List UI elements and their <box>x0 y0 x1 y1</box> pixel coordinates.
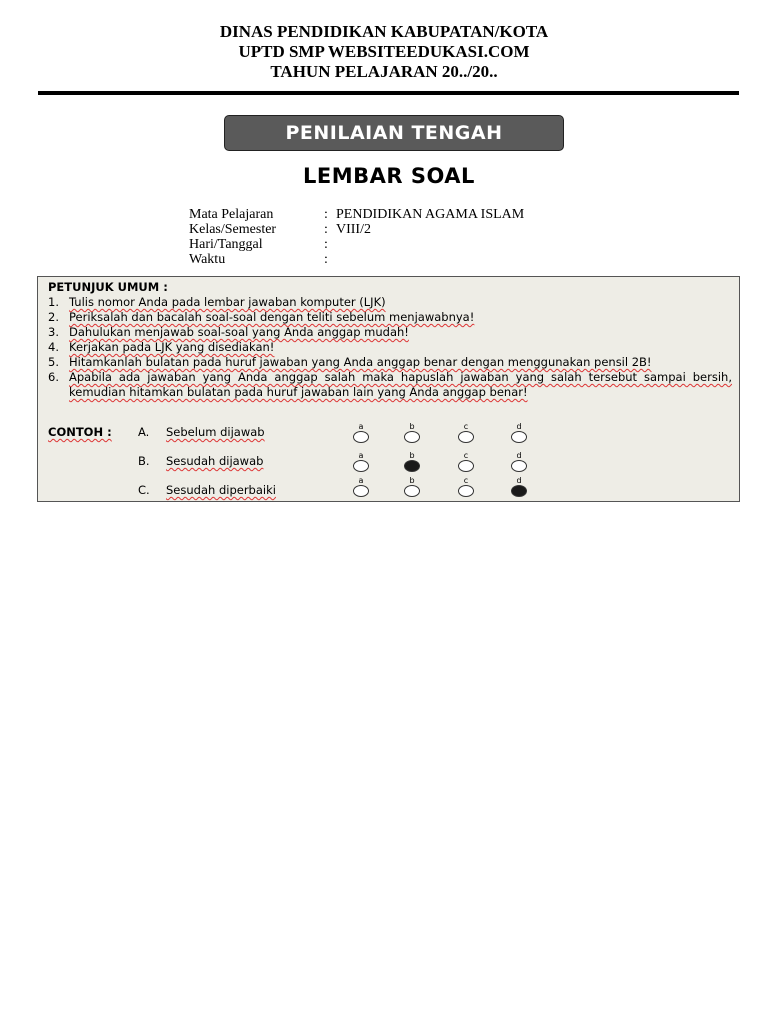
page-title: LEMBAR SOAL <box>303 164 475 188</box>
info-colon: : <box>324 207 328 222</box>
answer-bubble-letter: d <box>516 451 522 460</box>
answer-bubble-d <box>511 476 527 496</box>
example-row-c <box>138 483 558 507</box>
list-item-text: Kerjakan pada LJK yang disediakan! <box>69 340 275 354</box>
answer-bubble-circle <box>511 485 527 497</box>
answer-bubble-circle <box>404 460 420 472</box>
answer-bubble-letter: b <box>409 451 415 460</box>
instructions-heading <box>48 280 168 294</box>
answer-bubble-letter: a <box>358 422 364 431</box>
list-item <box>48 370 732 400</box>
header-line-1: DINAS PENDIDIKAN KABUPATAN/KOTA <box>219 22 549 41</box>
example-row-text: Sesudah diperbaiki <box>166 483 276 497</box>
answer-bubble-letter: c <box>463 451 469 460</box>
answer-bubble-circle <box>353 485 369 497</box>
info-row-class <box>189 222 524 237</box>
list-item-text: Tulis nomor Anda pada lembar jawaban komputer (LJK) <box>69 295 386 309</box>
example-label <box>48 425 112 439</box>
answer-bubble-d <box>511 422 527 442</box>
answer-bubble-letter: a <box>358 451 364 460</box>
info-label: Kelas/Semester <box>189 222 277 237</box>
info-colon: : <box>324 237 328 252</box>
answer-bubble-b <box>404 451 420 471</box>
example-label-text: CONTOH : <box>48 425 112 439</box>
list-item <box>48 355 732 370</box>
answer-bubble-letter: c <box>463 422 469 431</box>
example-row-a <box>138 422 558 449</box>
list-item-text: Periksalah dan bacalah soal-soal dengan teliti sebelum menjawabnya! <box>69 310 475 324</box>
answer-bubble-letter: b <box>409 422 415 431</box>
info-colon: : <box>324 222 328 237</box>
answer-bubble-circle <box>511 460 527 472</box>
answer-bubble-circle <box>353 460 369 472</box>
assessment-banner: PENILAIAN TENGAH <box>224 115 564 151</box>
example-row-text: Sesudah dijawab <box>166 454 264 468</box>
list-item-text: Hitamkanlah bulatan pada huruf jawaban yang Anda anggap benar dengan menggunakan pensil 2B! <box>69 355 652 369</box>
header-line-2: UPTD SMP WEBSITEEDUKASI.COM <box>238 42 530 61</box>
answer-bubble-letter: a <box>358 476 364 485</box>
answer-bubble-letter: d <box>516 476 522 485</box>
instructions-box <box>37 276 740 502</box>
list-item-number: 4. <box>48 340 59 354</box>
answer-bubble-letter: b <box>409 476 415 485</box>
answer-bubble-d <box>511 451 527 471</box>
answer-bubble-c <box>458 476 474 496</box>
info-value: PENDIDIKAN AGAMA ISLAM <box>336 207 525 222</box>
answer-bubble-circle <box>353 431 369 443</box>
answer-bubble-letter: c <box>463 476 469 485</box>
answer-bubble-a <box>353 476 369 496</box>
list-item-text: Apabila ada jawaban yang Anda anggap salah maka hapuslah jawaban yang salah tersebut sampai bersih, kemudian hitamkan bulatan pada huruf jawaban lain yang Anda anggap benar! <box>69 370 732 399</box>
list-item-number: 6. <box>48 370 59 384</box>
list-item-number: 5. <box>48 355 59 369</box>
answer-bubble-a <box>353 451 369 471</box>
answer-bubble-b <box>404 476 420 496</box>
answer-bubble-letter: d <box>516 422 522 431</box>
list-item-number: 2. <box>48 310 59 324</box>
list-item-text: Dahulukan menjawab soal-soal yang Anda anggap mudah! <box>69 325 409 339</box>
answer-bubble-circle <box>404 431 420 443</box>
info-label: Hari/Tanggal <box>189 237 263 252</box>
answer-bubble-c <box>458 451 474 471</box>
example-row-letter: B. <box>138 454 150 468</box>
answer-bubble-circle <box>458 431 474 443</box>
info-row-subject <box>189 207 524 222</box>
exam-info <box>189 207 524 267</box>
example-row-letter: C. <box>138 483 150 497</box>
list-item <box>48 325 732 340</box>
info-row-date <box>189 237 524 252</box>
instructions-list <box>48 295 732 400</box>
example-row-b <box>138 451 558 478</box>
list-item <box>48 340 732 355</box>
answer-bubble-circle <box>458 460 474 472</box>
header-line-3: TAHUN PELAJARAN 20../20.. <box>270 62 498 81</box>
list-item <box>48 295 732 310</box>
info-row-time <box>189 252 524 267</box>
list-item <box>48 310 732 325</box>
example-row-letter: A. <box>138 425 150 439</box>
header-divider <box>38 91 739 95</box>
info-colon: : <box>324 252 328 267</box>
info-label: Waktu <box>189 252 226 267</box>
info-label: Mata Pelajaran <box>189 207 274 222</box>
document-header <box>0 22 768 82</box>
instructions-heading-text: PETUNJUK UMUM : <box>48 280 168 294</box>
answer-bubble-circle <box>511 431 527 443</box>
info-value: VIII/2 <box>336 222 371 237</box>
answer-bubble-circle <box>458 485 474 497</box>
answer-bubble-a <box>353 422 369 442</box>
list-item-number: 1. <box>48 295 59 309</box>
answer-bubble-b <box>404 422 420 442</box>
answer-bubble-c <box>458 422 474 442</box>
example-row-text: Sebelum dijawab <box>166 425 265 439</box>
list-item-number: 3. <box>48 325 59 339</box>
answer-bubble-circle <box>404 485 420 497</box>
